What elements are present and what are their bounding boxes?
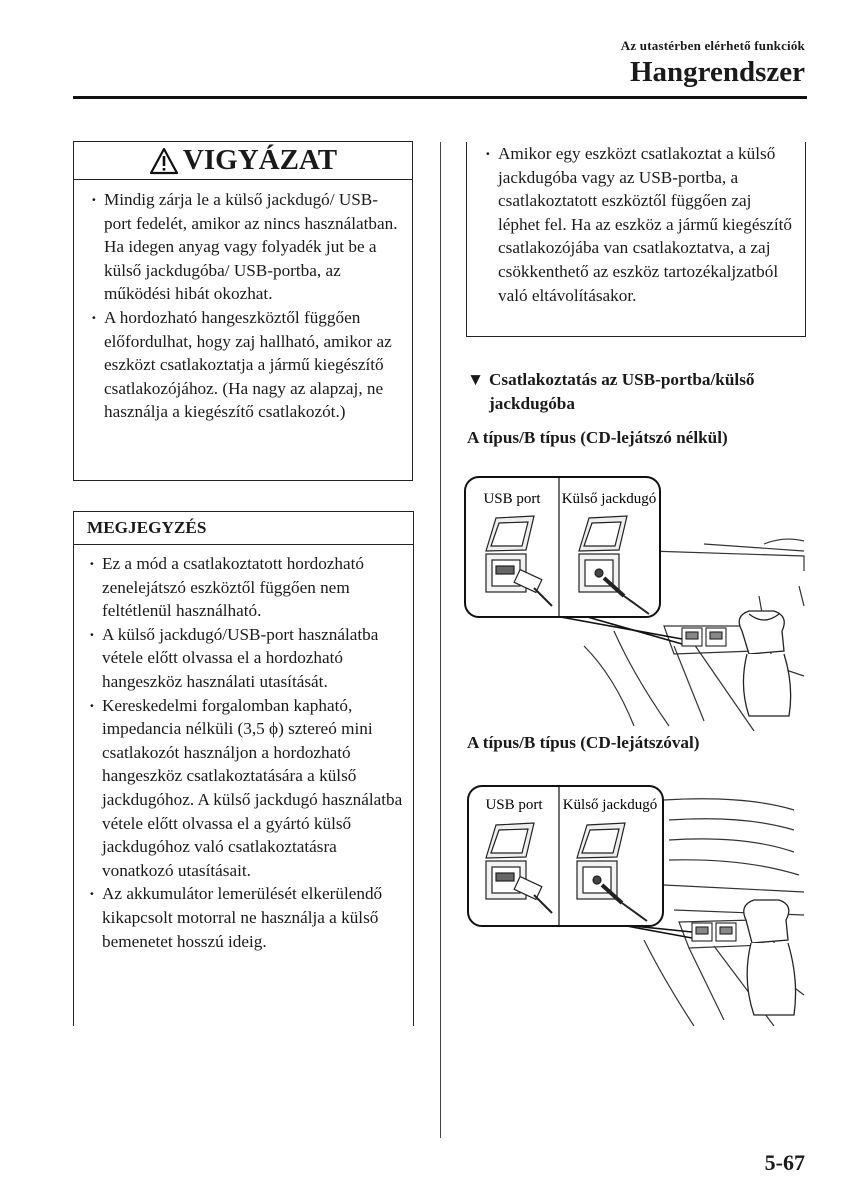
- note-item: · A külső jackdugó/USB-port használatba vétele előtt olvassa el a hordozható hangeszköz használati utasítását.: [88, 623, 405, 694]
- section-label: Az utastérben elérhető funkciók: [620, 38, 805, 53]
- usb-port-label: USB port: [483, 491, 541, 507]
- figure-1-label: A típus/B típus (CD-lejátszó nélkül): [467, 428, 728, 447]
- note-box: [73, 511, 414, 1026]
- figure-2-label: A típus/B típus (CD-lejátszóval): [467, 733, 700, 752]
- page-number: 5-67: [764, 1150, 805, 1175]
- figure-1: [464, 476, 808, 731]
- caution-item: · A hordozható hangeszköztől függően előfordulhat, hogy zaj hallható, amikor az eszközt csatlakoztatja a jármű kiegészítő csatlakozójához. (Ha nagy az alapzaj, ne használja a kiegészítő csatlakozót.): [90, 306, 404, 424]
- section-heading: [467, 368, 812, 416]
- note-item: · Az akkumulátor lemerülését elkerülendő kikapcsolt motorral ne használja a külső bemenetet hosszú ideig.: [88, 882, 405, 953]
- note-continued-list: [484, 142, 797, 307]
- figure-1-illustration: [464, 476, 808, 731]
- gear-knob: [739, 611, 790, 716]
- note-continued-box: [466, 142, 806, 337]
- header-divider: [73, 96, 807, 99]
- callout-lines: [544, 614, 682, 644]
- caution-box: [73, 141, 413, 481]
- aux-jack-label: Külső jackdugó: [562, 797, 658, 813]
- gear-knob: [744, 900, 796, 1015]
- caution-header: [74, 142, 412, 180]
- note-item: · Amikor egy eszközt csatlakoztat a külső jackdugóba vagy az USB-portba, a csatlakoztatott eszköztől függően zaj léphet fel. Ha az eszköz a jármű kiegészítő csatlakozójába van csatlakoztatva, a zaj csökkenthető az eszköz tartozékaljzatból való eltávolításakor.: [484, 142, 797, 307]
- column-divider: [440, 142, 441, 1138]
- note-item: · Ez a mód a csatlakoztatott hordozható zenelejátszó eszköztől függően nem feltétlenül használható.: [88, 552, 405, 623]
- aux-jack-label: Külső jackdugó: [561, 491, 657, 507]
- console-ports: [692, 923, 736, 941]
- console-ports: [682, 628, 726, 646]
- page-title: Hangrendszer: [629, 56, 805, 88]
- usb-port-label: USB port: [485, 797, 543, 813]
- triangle-down-icon: ▼: [467, 370, 485, 389]
- warning-triangle-icon: [149, 147, 179, 175]
- caution-item: · Mindig zárja le a külső jackdugó/ USB-port fedelét, amikor az nincs használatban. Ha idegen anyag vagy folyadék jut be a külső jackdugóba/ USB-portba, az működési hibát okozhat.: [90, 188, 404, 306]
- section-heading-text: Csatlakoztatás az USB-portba/külső jackdugóba: [489, 370, 755, 413]
- note-item: · Kereskedelmi forgalomban kapható, impedancia nélküli (3,5 ϕ) sztereó mini csatlakozót használjon a hordozható hangeszköz csatlakoztatására a külső jackdugóhoz. A külső jackdugó használatba vétele előtt olvassa el a gyártó külső jackdugóhoz való csatlakoztatásra vonatkozó utasításait.: [88, 694, 405, 883]
- note-title: MEGJEGYZÉS: [74, 512, 413, 545]
- figure-2-illustration: [464, 780, 808, 1026]
- figure-2: [464, 780, 808, 1026]
- caution-list: [90, 188, 404, 424]
- note-list: [88, 552, 405, 953]
- caution-title: VIGYÁZAT: [182, 144, 338, 176]
